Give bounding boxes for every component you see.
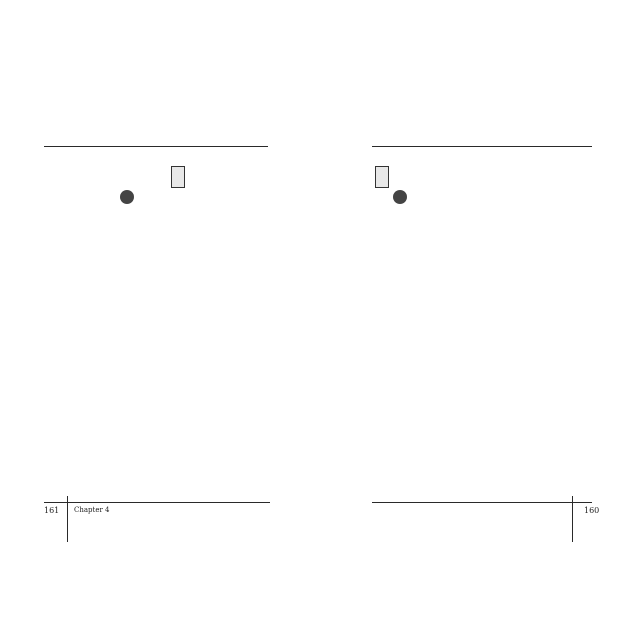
- footer-rule: [44, 502, 270, 503]
- footer-divider: [67, 496, 68, 542]
- quote-box: [166, 198, 180, 304]
- section-tag: [375, 166, 389, 188]
- quote-box: [365, 198, 379, 304]
- footer-rule: [372, 502, 592, 503]
- answer-icon: [393, 190, 407, 204]
- running-head: Chapter 4: [74, 506, 110, 514]
- top-rule: [44, 146, 268, 147]
- page-number: 161: [44, 506, 60, 515]
- footer-divider: [572, 496, 573, 542]
- page-number: 160: [584, 506, 600, 515]
- top-rule: [372, 146, 592, 147]
- right-page: [320, 0, 640, 640]
- section-tag: [171, 166, 185, 188]
- answer-icon: [120, 190, 134, 204]
